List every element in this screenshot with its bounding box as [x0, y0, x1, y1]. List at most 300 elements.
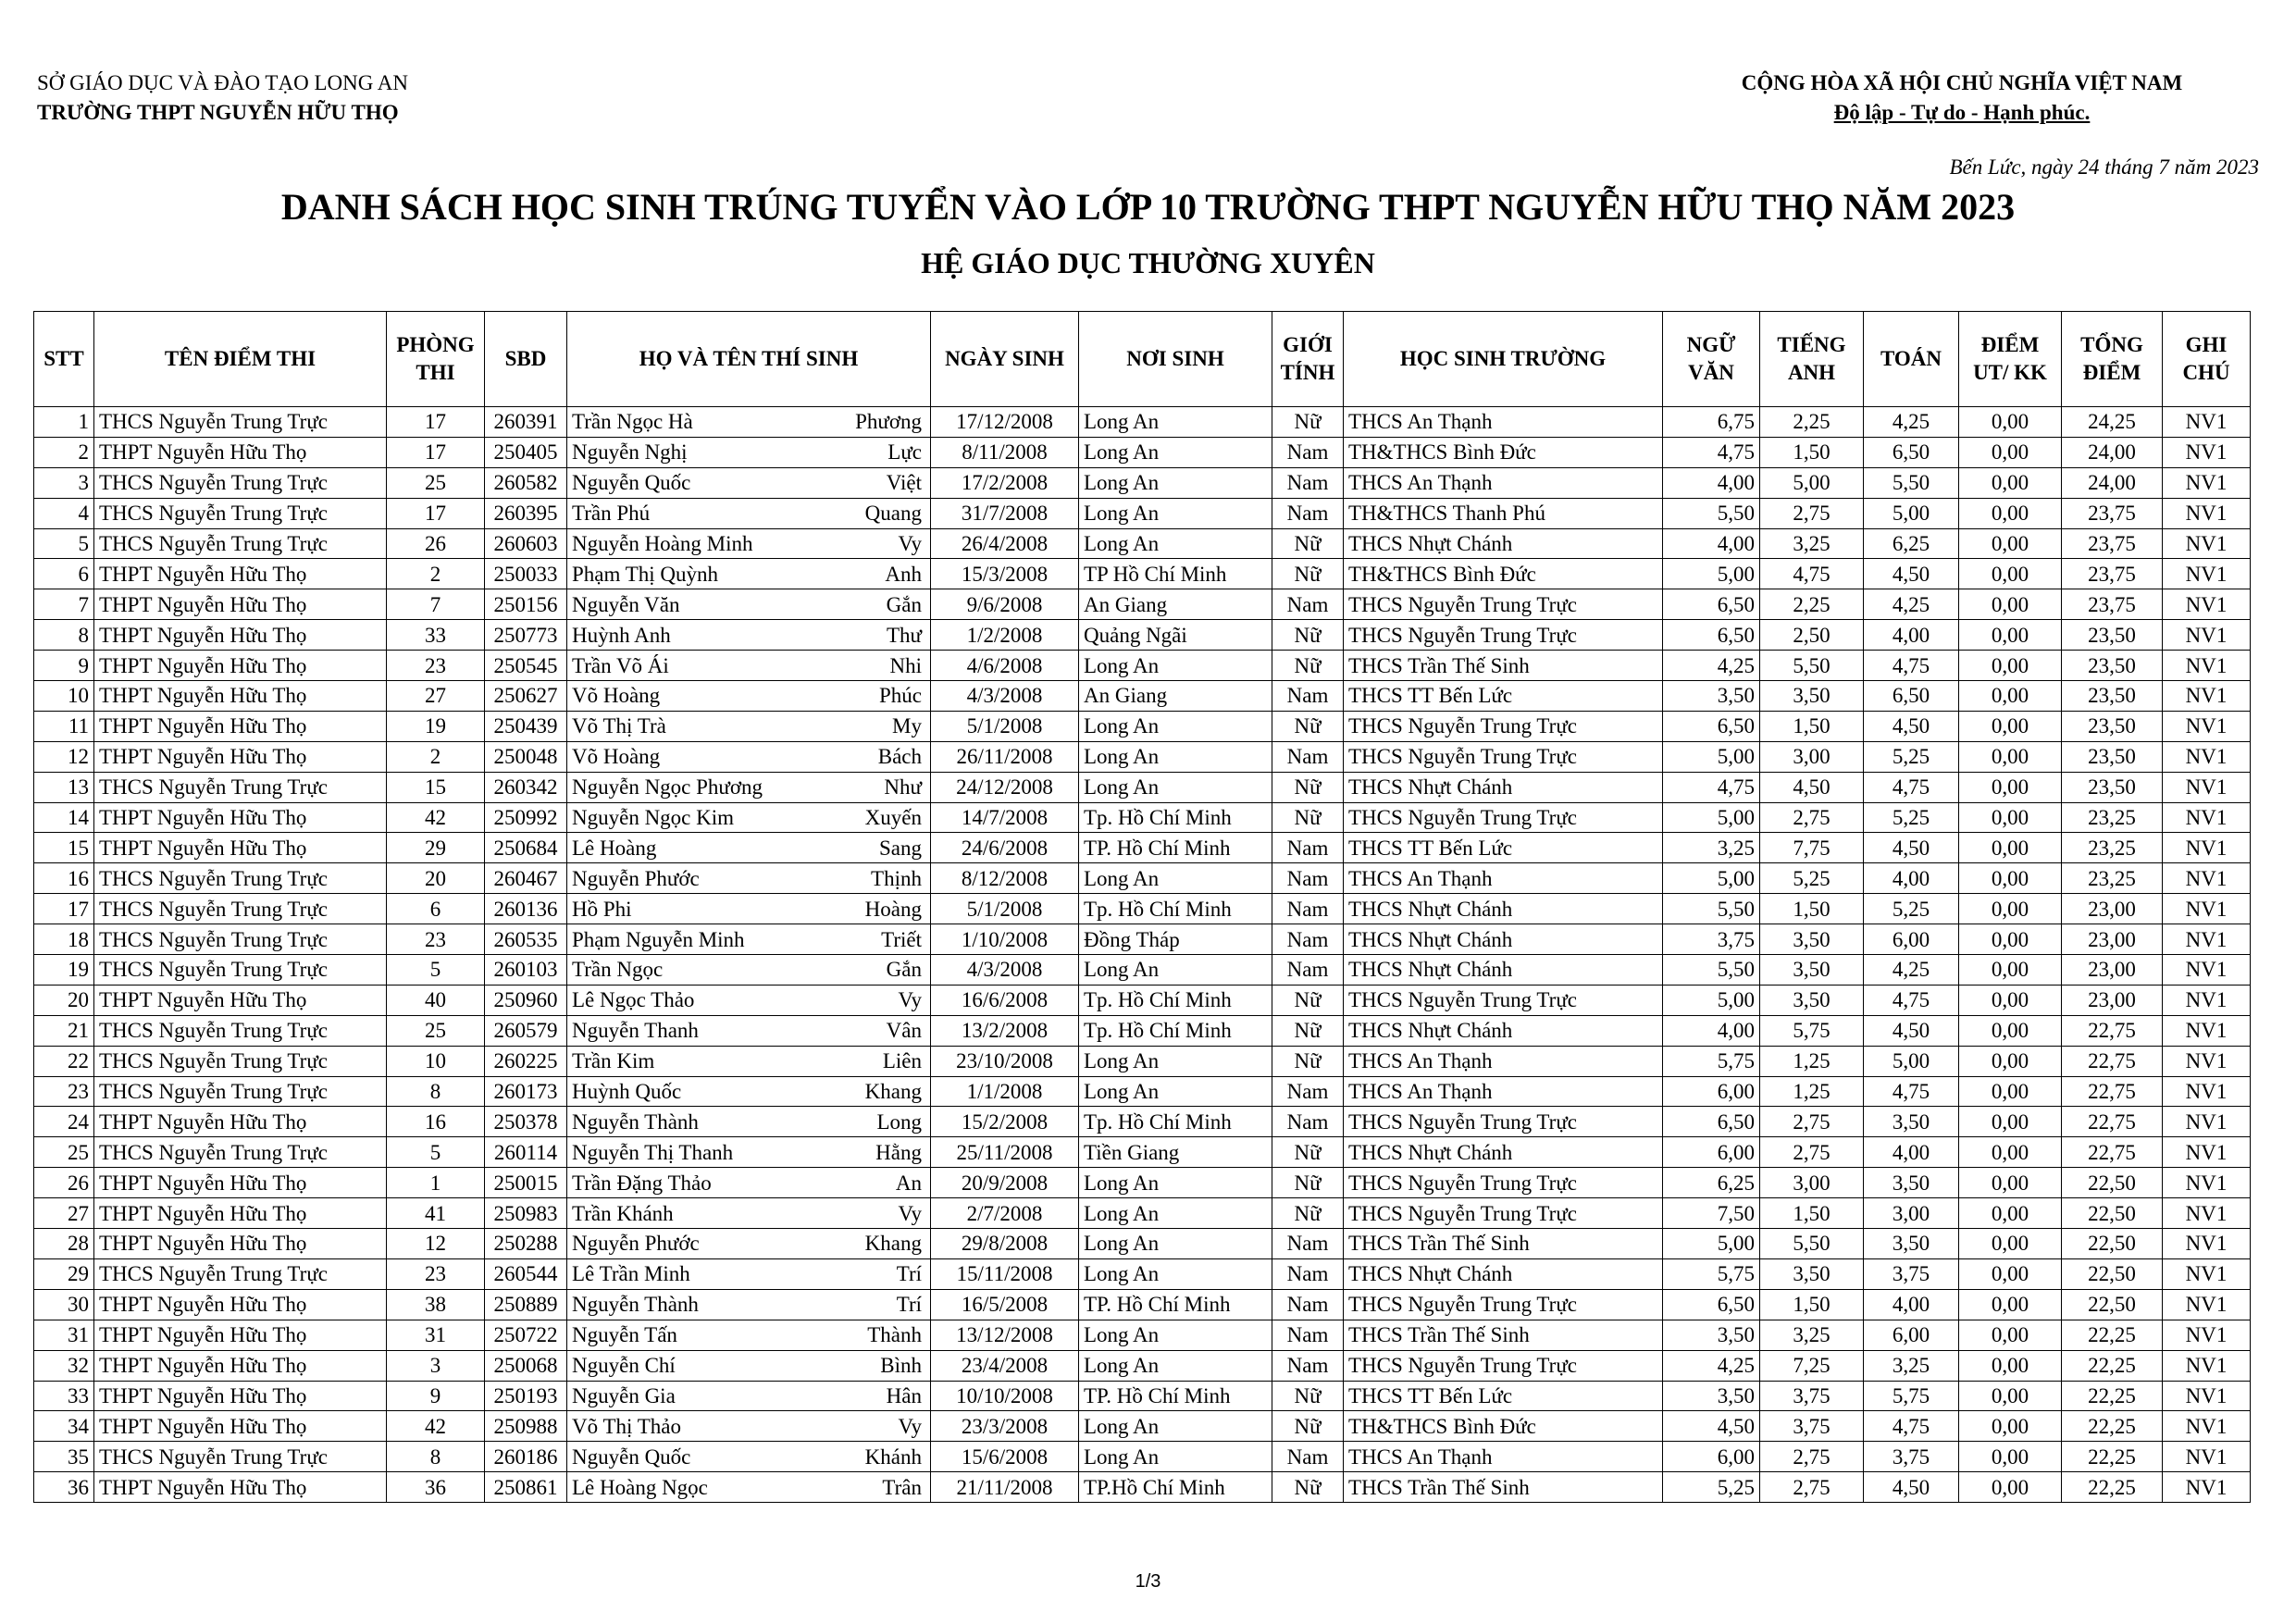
cell-sbd: 260579 [485, 1015, 567, 1046]
cell-stt: 3 [34, 467, 94, 498]
cell-birth-date: 24/6/2008 [931, 833, 1079, 863]
cell-note: NV1 [2163, 1320, 2251, 1350]
given-name: Phúc [879, 684, 922, 708]
cell-note: NV1 [2163, 772, 2251, 802]
cell-gender: Nam [1272, 1350, 1344, 1381]
given-name: Anh [885, 562, 922, 586]
cell-birth-date: 23/10/2008 [931, 1046, 1079, 1076]
cell-gender: Nam [1272, 467, 1344, 498]
cell-note: NV1 [2163, 711, 2251, 741]
cell-birth-place: Long An [1079, 772, 1272, 802]
cell-note: NV1 [2163, 467, 2251, 498]
cell-sbd: 250439 [485, 711, 567, 741]
surname-and-middle: Võ Hoàng [572, 745, 661, 769]
table-row [34, 1320, 2251, 1350]
given-name: Vy [898, 1201, 922, 1225]
table-row [34, 1046, 2251, 1076]
cell-math: 4,50 [1864, 1472, 1959, 1503]
cell-birth-place: TP. Hồ Chí Minh [1079, 1289, 1272, 1320]
cell-school: THCS An Thạnh [1344, 863, 1663, 894]
cell-math: 5,75 [1864, 1381, 1959, 1411]
cell-exam-site: THCS Nguyễn Trung Trực [94, 407, 387, 438]
cell-bonus: 0,00 [1959, 620, 2062, 651]
cell-room: 5 [387, 955, 485, 986]
table-row [34, 802, 2251, 833]
cell-birth-place: Long An [1079, 741, 1272, 772]
cell-birth-date: 29/8/2008 [931, 1229, 1079, 1259]
cell-birth-place: Tp. Hồ Chí Minh [1079, 802, 1272, 833]
cell-english: 3,50 [1760, 955, 1864, 986]
cell-note: NV1 [2163, 1411, 2251, 1442]
cell-birth-place: Long An [1079, 437, 1272, 467]
cell-birth-date: 15/6/2008 [931, 1442, 1079, 1472]
cell-gender: Nữ [1272, 802, 1344, 833]
cell-sbd: 250992 [485, 802, 567, 833]
cell-school: THCS Nhựt Chánh [1344, 1258, 1663, 1289]
surname-and-middle: Võ Thị Thảo [572, 1414, 681, 1438]
cell-stt: 11 [34, 711, 94, 741]
table-row [34, 407, 2251, 438]
cell-literature: 3,50 [1663, 1320, 1760, 1350]
cell-total: 23,50 [2062, 681, 2163, 712]
cell-full-name [567, 772, 931, 802]
cell-full-name [567, 528, 931, 559]
cell-birth-date: 26/11/2008 [931, 741, 1079, 772]
cell-exam-site: THCS Nguyễn Trung Trực [94, 894, 387, 924]
cell-room: 27 [387, 681, 485, 712]
cell-sbd: 260103 [485, 955, 567, 986]
cell-birth-date: 14/7/2008 [931, 802, 1079, 833]
cell-literature: 6,50 [1663, 620, 1760, 651]
cell-birth-place: Tp. Hồ Chí Minh [1079, 1107, 1272, 1137]
cell-full-name [567, 1137, 931, 1168]
cell-birth-place: Long An [1079, 955, 1272, 986]
cell-exam-site: THCS Nguyễn Trung Trực [94, 863, 387, 894]
cell-note: NV1 [2163, 437, 2251, 467]
cell-exam-site: THPT Nguyễn Hữu Thọ [94, 651, 387, 681]
cell-full-name [567, 1107, 931, 1137]
cell-school: THCS Nhựt Chánh [1344, 1137, 1663, 1168]
cell-math: 5,25 [1864, 802, 1959, 833]
cell-birth-date: 20/9/2008 [931, 1168, 1079, 1198]
cell-full-name [567, 681, 931, 712]
cell-room: 3 [387, 1350, 485, 1381]
cell-literature: 4,75 [1663, 772, 1760, 802]
cell-english: 2,25 [1760, 407, 1864, 438]
cell-gender: Nam [1272, 1076, 1344, 1107]
cell-english: 7,25 [1760, 1350, 1864, 1381]
cell-math: 3,00 [1864, 1198, 1959, 1229]
cell-english: 4,50 [1760, 772, 1864, 802]
cell-stt: 10 [34, 681, 94, 712]
surname-and-middle: Lê Trần Minh [572, 1262, 690, 1286]
surname-and-middle: Huỳnh Quốc [572, 1080, 682, 1104]
cell-room: 25 [387, 1015, 485, 1046]
cell-stt: 35 [34, 1442, 94, 1472]
cell-english: 3,50 [1760, 681, 1864, 712]
document-title: DANH SÁCH HỌC SINH TRÚNG TUYỂN VÀO LỚP 10 TRƯỜNG THPT NGUYỄN HỮU THỌ NĂM 2023 [280, 186, 2016, 228]
cell-total: 23,50 [2062, 772, 2163, 802]
cell-math: 4,75 [1864, 1411, 1959, 1442]
cell-room: 6 [387, 894, 485, 924]
cell-bonus: 0,00 [1959, 1411, 2062, 1442]
cell-math: 4,50 [1864, 1015, 1959, 1046]
table-row [34, 1107, 2251, 1137]
cell-stt: 17 [34, 894, 94, 924]
cell-room: 8 [387, 1442, 485, 1472]
cell-literature: 7,50 [1663, 1198, 1760, 1229]
cell-note: NV1 [2163, 955, 2251, 986]
given-name: Lực [887, 440, 922, 465]
cell-full-name [567, 894, 931, 924]
cell-stt: 4 [34, 498, 94, 528]
cell-school: THCS Nguyễn Trung Trực [1344, 985, 1663, 1015]
cell-literature: 3,50 [1663, 681, 1760, 712]
cell-stt: 29 [34, 1258, 94, 1289]
cell-school: THCS TT Bến Lức [1344, 681, 1663, 712]
cell-note: NV1 [2163, 802, 2251, 833]
cell-exam-site: THPT Nguyễn Hữu Thọ [94, 1411, 387, 1442]
cell-bonus: 0,00 [1959, 467, 2062, 498]
cell-exam-site: THPT Nguyễn Hữu Thọ [94, 1350, 387, 1381]
surname-and-middle: Nguyễn Nghị [572, 440, 688, 465]
cell-total: 23,00 [2062, 985, 2163, 1015]
cell-sbd: 260544 [485, 1258, 567, 1289]
cell-bonus: 0,00 [1959, 1442, 2062, 1472]
col-header-birth-date: NGÀY SINH [931, 312, 1079, 407]
cell-math: 6,50 [1864, 437, 1959, 467]
cell-stt: 28 [34, 1229, 94, 1259]
cell-bonus: 0,00 [1959, 924, 2062, 955]
cell-math: 6,25 [1864, 528, 1959, 559]
cell-literature: 5,00 [1663, 863, 1760, 894]
cell-gender: Nữ [1272, 1411, 1344, 1442]
cell-math: 4,00 [1864, 620, 1959, 651]
cell-stt: 20 [34, 985, 94, 1015]
col-header-gender: GIỚI TÍNH [1272, 312, 1344, 407]
cell-note: NV1 [2163, 741, 2251, 772]
cell-bonus: 0,00 [1959, 1258, 2062, 1289]
cell-exam-site: THPT Nguyễn Hữu Thọ [94, 1472, 387, 1503]
cell-literature: 5,50 [1663, 498, 1760, 528]
cell-total: 23,75 [2062, 498, 2163, 528]
cell-english: 2,75 [1760, 1442, 1864, 1472]
cell-literature: 5,00 [1663, 559, 1760, 589]
cell-literature: 6,00 [1663, 1137, 1760, 1168]
cell-stt: 8 [34, 620, 94, 651]
cell-birth-place: Long An [1079, 1411, 1272, 1442]
cell-school: THCS An Thạnh [1344, 467, 1663, 498]
given-name: Gắn [886, 592, 922, 616]
cell-bonus: 0,00 [1959, 559, 2062, 589]
cell-full-name [567, 1442, 931, 1472]
cell-birth-place: Long An [1079, 651, 1272, 681]
cell-note: NV1 [2163, 1289, 2251, 1320]
cell-total: 22,50 [2062, 1198, 2163, 1229]
cell-full-name [567, 1289, 931, 1320]
cell-full-name [567, 741, 931, 772]
cell-bonus: 0,00 [1959, 437, 2062, 467]
cell-full-name [567, 589, 931, 620]
cell-school: THCS Nguyễn Trung Trực [1344, 1107, 1663, 1137]
cell-english: 2,75 [1760, 1107, 1864, 1137]
cell-english: 3,25 [1760, 1320, 1864, 1350]
cell-sbd: 250960 [485, 985, 567, 1015]
cell-stt: 6 [34, 559, 94, 589]
cell-stt: 31 [34, 1320, 94, 1350]
cell-gender: Nữ [1272, 1381, 1344, 1411]
cell-total: 23,50 [2062, 711, 2163, 741]
cell-school: THCS Trần Thế Sinh [1344, 651, 1663, 681]
cell-full-name [567, 498, 931, 528]
cell-total: 23,50 [2062, 620, 2163, 651]
cell-full-name [567, 1472, 931, 1503]
surname-and-middle: Phạm Nguyễn Minh [572, 927, 745, 951]
cell-note: NV1 [2163, 894, 2251, 924]
cell-gender: Nam [1272, 681, 1344, 712]
cell-math: 3,75 [1864, 1258, 1959, 1289]
cell-bonus: 0,00 [1959, 1046, 2062, 1076]
cell-stt: 30 [34, 1289, 94, 1320]
cell-full-name [567, 955, 931, 986]
given-name: Khang [864, 1232, 922, 1256]
cell-bonus: 0,00 [1959, 1076, 2062, 1107]
cell-school: THCS TT Bến Lức [1344, 833, 1663, 863]
cell-gender: Nữ [1272, 1137, 1344, 1168]
cell-gender: Nam [1272, 741, 1344, 772]
cell-total: 23,75 [2062, 559, 2163, 589]
surname-and-middle: Lê Ngọc Thảo [572, 988, 695, 1012]
cell-gender: Nữ [1272, 1168, 1344, 1198]
cell-total: 24,25 [2062, 407, 2163, 438]
cell-exam-site: THPT Nguyễn Hữu Thọ [94, 589, 387, 620]
cell-stt: 34 [34, 1411, 94, 1442]
cell-note: NV1 [2163, 985, 2251, 1015]
cell-bonus: 0,00 [1959, 1289, 2062, 1320]
cell-full-name [567, 620, 931, 651]
given-name: Gắn [886, 958, 922, 982]
cell-note: NV1 [2163, 498, 2251, 528]
cell-birth-place: Long An [1079, 1168, 1272, 1198]
cell-room: 17 [387, 498, 485, 528]
cell-math: 4,00 [1864, 1137, 1959, 1168]
cell-total: 23,25 [2062, 863, 2163, 894]
cell-school: TH&THCS Bình Đức [1344, 1411, 1663, 1442]
cell-full-name [567, 1320, 931, 1350]
cell-room: 15 [387, 772, 485, 802]
cell-sbd: 250722 [485, 1320, 567, 1350]
cell-room: 20 [387, 863, 485, 894]
cell-sbd: 260582 [485, 467, 567, 498]
cell-total: 23,00 [2062, 894, 2163, 924]
cell-math: 4,50 [1864, 833, 1959, 863]
cell-school: THCS Nguyễn Trung Trực [1344, 1168, 1663, 1198]
cell-math: 3,50 [1864, 1107, 1959, 1137]
document-subtitle: HỆ GIÁO DỤC THƯỜNG XUYÊN [921, 246, 1375, 279]
cell-school: THCS Nguyễn Trung Trực [1344, 589, 1663, 620]
cell-english: 3,00 [1760, 1168, 1864, 1198]
surname-and-middle: Nguyễn Ngọc Phương [572, 775, 763, 800]
given-name: Khánh [864, 1444, 922, 1469]
cell-exam-site: THPT Nguyễn Hữu Thọ [94, 681, 387, 712]
cell-birth-date: 25/11/2008 [931, 1137, 1079, 1168]
cell-gender: Nam [1272, 589, 1344, 620]
cell-birth-place: Long An [1079, 1320, 1272, 1350]
given-name: Vy [898, 988, 922, 1012]
cell-bonus: 0,00 [1959, 1168, 2062, 1198]
surname-and-middle: Nguyễn Thị Thanh [572, 1140, 734, 1164]
cell-exam-site: THCS Nguyễn Trung Trực [94, 924, 387, 955]
cell-english: 3,25 [1760, 528, 1864, 559]
surname-and-middle: Trần Đặng Thảo [572, 1171, 712, 1195]
cell-birth-place: TP.Hồ Chí Minh [1079, 1472, 1272, 1503]
cell-bonus: 0,00 [1959, 802, 2062, 833]
cell-note: NV1 [2163, 1472, 2251, 1503]
cell-english: 5,00 [1760, 467, 1864, 498]
cell-math: 3,25 [1864, 1350, 1959, 1381]
table-row [34, 528, 2251, 559]
cell-room: 31 [387, 1320, 485, 1350]
cell-birth-date: 4/6/2008 [931, 651, 1079, 681]
cell-exam-site: THCS Nguyễn Trung Trực [94, 1258, 387, 1289]
cell-school: THCS Nhựt Chánh [1344, 528, 1663, 559]
cell-total: 23,50 [2062, 651, 2163, 681]
cell-room: 12 [387, 1229, 485, 1259]
cell-birth-date: 17/2/2008 [931, 467, 1079, 498]
cell-english: 5,50 [1760, 1229, 1864, 1259]
cell-bonus: 0,00 [1959, 498, 2062, 528]
cell-sbd: 250156 [485, 589, 567, 620]
cell-english: 4,75 [1760, 559, 1864, 589]
cell-full-name [567, 467, 931, 498]
cell-stt: 15 [34, 833, 94, 863]
cell-exam-site: THPT Nguyễn Hữu Thọ [94, 1168, 387, 1198]
cell-stt: 36 [34, 1472, 94, 1503]
cell-english: 3,50 [1760, 1258, 1864, 1289]
cell-full-name [567, 1076, 931, 1107]
cell-math: 4,50 [1864, 711, 1959, 741]
cell-birth-place: Long An [1079, 1229, 1272, 1259]
department-name: SỞ GIÁO DỤC VÀ ĐÀO TẠO LONG AN [37, 71, 409, 94]
table-row [34, 589, 2251, 620]
cell-bonus: 0,00 [1959, 833, 2062, 863]
cell-math: 6,00 [1864, 924, 1959, 955]
col-header-sbd: SBD [485, 312, 567, 407]
cell-school: THCS Nhựt Chánh [1344, 924, 1663, 955]
col-header-school: HỌC SINH TRƯỜNG [1344, 312, 1663, 407]
cell-exam-site: THPT Nguyễn Hữu Thọ [94, 1198, 387, 1229]
cell-note: NV1 [2163, 1442, 2251, 1472]
surname-and-middle: Võ Hoàng [572, 684, 661, 708]
surname-and-middle: Nguyễn Quốc [572, 471, 691, 495]
cell-exam-site: THCS Nguyễn Trung Trực [94, 1442, 387, 1472]
surname-and-middle: Hồ Phi [572, 897, 632, 921]
cell-math: 4,00 [1864, 1289, 1959, 1320]
cell-exam-site: THPT Nguyễn Hữu Thọ [94, 559, 387, 589]
given-name: Thư [886, 623, 922, 647]
cell-gender: Nam [1272, 498, 1344, 528]
cell-sbd: 260395 [485, 498, 567, 528]
cell-english: 1,25 [1760, 1046, 1864, 1076]
cell-total: 22,75 [2062, 1107, 2163, 1137]
cell-birth-place: Quảng Ngãi [1079, 620, 1272, 651]
cell-stt: 27 [34, 1198, 94, 1229]
cell-sbd: 250545 [485, 651, 567, 681]
cell-school: THCS Nguyễn Trung Trực [1344, 741, 1663, 772]
cell-school: THCS An Thạnh [1344, 407, 1663, 438]
cell-birth-date: 15/2/2008 [931, 1107, 1079, 1137]
cell-stt: 26 [34, 1168, 94, 1198]
cell-sbd: 260342 [485, 772, 567, 802]
given-name: An [895, 1171, 922, 1195]
cell-room: 23 [387, 1258, 485, 1289]
cell-literature: 5,00 [1663, 802, 1760, 833]
surname-and-middle: Nguyễn Thành [572, 1110, 699, 1134]
cell-stt: 1 [34, 407, 94, 438]
cell-gender: Nữ [1272, 1015, 1344, 1046]
cell-school: THCS Nguyễn Trung Trực [1344, 711, 1663, 741]
cell-note: NV1 [2163, 559, 2251, 589]
cell-full-name [567, 1198, 931, 1229]
cell-note: NV1 [2163, 1046, 2251, 1076]
cell-stt: 12 [34, 741, 94, 772]
cell-literature: 3,25 [1663, 833, 1760, 863]
cell-school: THCS Trần Thế Sinh [1344, 1229, 1663, 1259]
surname-and-middle: Võ Thị Trà [572, 714, 666, 738]
table-row [34, 437, 2251, 467]
cell-gender: Nữ [1272, 711, 1344, 741]
table-row [34, 1137, 2251, 1168]
given-name: Xuyến [864, 806, 922, 830]
given-name: My [892, 714, 922, 738]
cell-exam-site: THPT Nguyễn Hữu Thọ [94, 1320, 387, 1350]
given-name: Thịnh [871, 866, 922, 890]
table-row [34, 741, 2251, 772]
surname-and-middle: Lê Hoàng [572, 836, 657, 860]
table-row [34, 894, 2251, 924]
cell-literature: 6,25 [1663, 1168, 1760, 1198]
cell-birth-place: Tp. Hồ Chí Minh [1079, 894, 1272, 924]
cell-birth-place: TP. Hồ Chí Minh [1079, 1381, 1272, 1411]
cell-room: 8 [387, 1076, 485, 1107]
cell-exam-site: THCS Nguyễn Trung Trực [94, 528, 387, 559]
national-motto [1684, 68, 2240, 128]
given-name: Triết [881, 927, 922, 951]
given-name: Nhi [889, 653, 922, 677]
cell-gender: Nữ [1272, 651, 1344, 681]
cell-note: NV1 [2163, 1076, 2251, 1107]
given-name: Khang [864, 1080, 922, 1104]
table-row [34, 559, 2251, 589]
cell-literature: 6,50 [1663, 1107, 1760, 1137]
admission-table [33, 311, 2251, 1503]
table-row [34, 1381, 2251, 1411]
surname-and-middle: Trần Ngọc [572, 958, 664, 982]
table-row [34, 1229, 2251, 1259]
cell-stt: 16 [34, 863, 94, 894]
cell-literature: 4,25 [1663, 1350, 1760, 1381]
cell-birth-place: Tp. Hồ Chí Minh [1079, 985, 1272, 1015]
cell-bonus: 0,00 [1959, 528, 2062, 559]
cell-full-name [567, 711, 931, 741]
cell-math: 4,25 [1864, 589, 1959, 620]
cell-school: THCS An Thạnh [1344, 1442, 1663, 1472]
cell-birth-date: 16/5/2008 [931, 1289, 1079, 1320]
cell-birth-date: 31/7/2008 [931, 498, 1079, 528]
cell-exam-site: THCS Nguyễn Trung Trực [94, 1137, 387, 1168]
cell-total: 23,25 [2062, 833, 2163, 863]
cell-birth-date: 17/12/2008 [931, 407, 1079, 438]
